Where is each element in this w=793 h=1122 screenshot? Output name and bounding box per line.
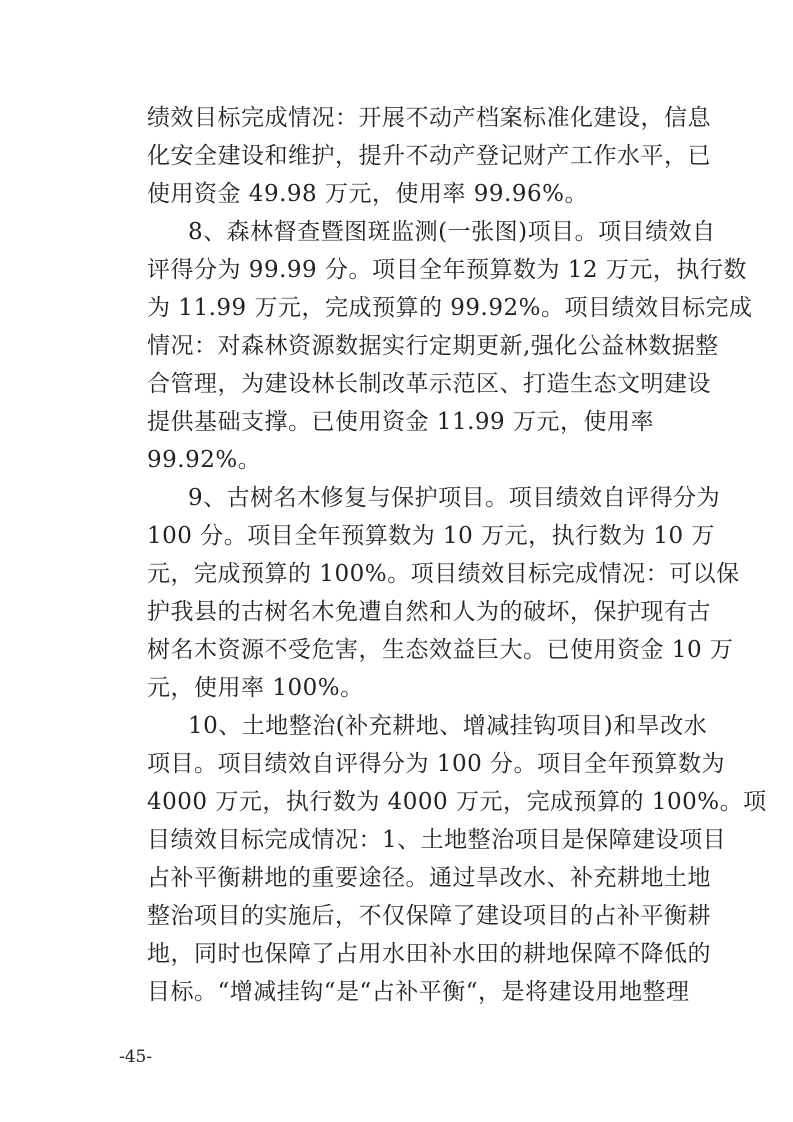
text-line: 评得分为 99.99 分。项目全年预算数为 12 万元，执行数 bbox=[147, 257, 747, 283]
text-line: 9、古树名木修复与保护项目。项目绩效自评得分为 bbox=[188, 485, 721, 511]
text-line: 占补平衡耕地的重要途径。通过旱改水、补充耕地土地 bbox=[147, 865, 711, 891]
text-line: 元，完成预算的 100%。项目绩效目标完成情况：可以保 bbox=[147, 561, 740, 587]
text-line: 使用资金 49.98 万元，使用率 99.96%。 bbox=[147, 181, 588, 207]
text-line: 护我县的古树名木免遭自然和人为的破坏，保护现有古 bbox=[147, 599, 711, 625]
text-line: 8、森林督查暨图斑监测(一张图)项目。项目绩效自 bbox=[188, 219, 716, 245]
text-line: 100 分。项目全年预算数为 10 万元，执行数为 10 万 bbox=[147, 523, 715, 549]
text-line: 目绩效目标完成情况：1、土地整治项目是保障建设项目 bbox=[147, 827, 727, 853]
text-line: 元，使用率 100%。 bbox=[147, 675, 364, 701]
text-line: 项目。项目绩效自评得分为 100 分。项目全年预算数为 bbox=[147, 751, 726, 777]
page-number: -45- bbox=[119, 1047, 153, 1067]
text-line: 树名木资源不受危害，生态效益巨大。已使用资金 10 万 bbox=[147, 637, 734, 663]
text-line: 目标。“增减挂钩“是“占补平衡“，是将建设用地整理 bbox=[147, 979, 690, 1005]
text-line: 绩效目标完成情况：开展不动产档案标准化建设，信息 bbox=[147, 105, 711, 131]
text-line: 10、土地整治(补充耕地、增减挂钩项目)和旱改水 bbox=[188, 713, 708, 739]
text-line: 合管理，为建设林长制改革示范区、打造生态文明建设 bbox=[147, 371, 711, 397]
text-line: 4000 万元，执行数为 4000 万元，完成预算的 100%。项 bbox=[147, 789, 767, 815]
text-line: 整治项目的实施后，不仅保障了建设项目的占补平衡耕 bbox=[147, 903, 711, 929]
text-line: 提供基础支撑。已使用资金 11.99 万元，使用率 bbox=[147, 409, 654, 435]
text-line: 地，同时也保障了占用水田补水田的耕地保障不降低的 bbox=[147, 941, 711, 967]
text-line: 情况：对森林资源数据实行定期更新,强化公益林数据整 bbox=[147, 333, 719, 359]
text-line: 为 11.99 万元，完成预算的 99.92%。项目绩效目标完成 bbox=[147, 295, 753, 321]
text-line: 化安全建设和维护，提升不动产登记财产工作水平，已 bbox=[147, 143, 711, 169]
text-line: 99.92%。 bbox=[147, 447, 262, 473]
